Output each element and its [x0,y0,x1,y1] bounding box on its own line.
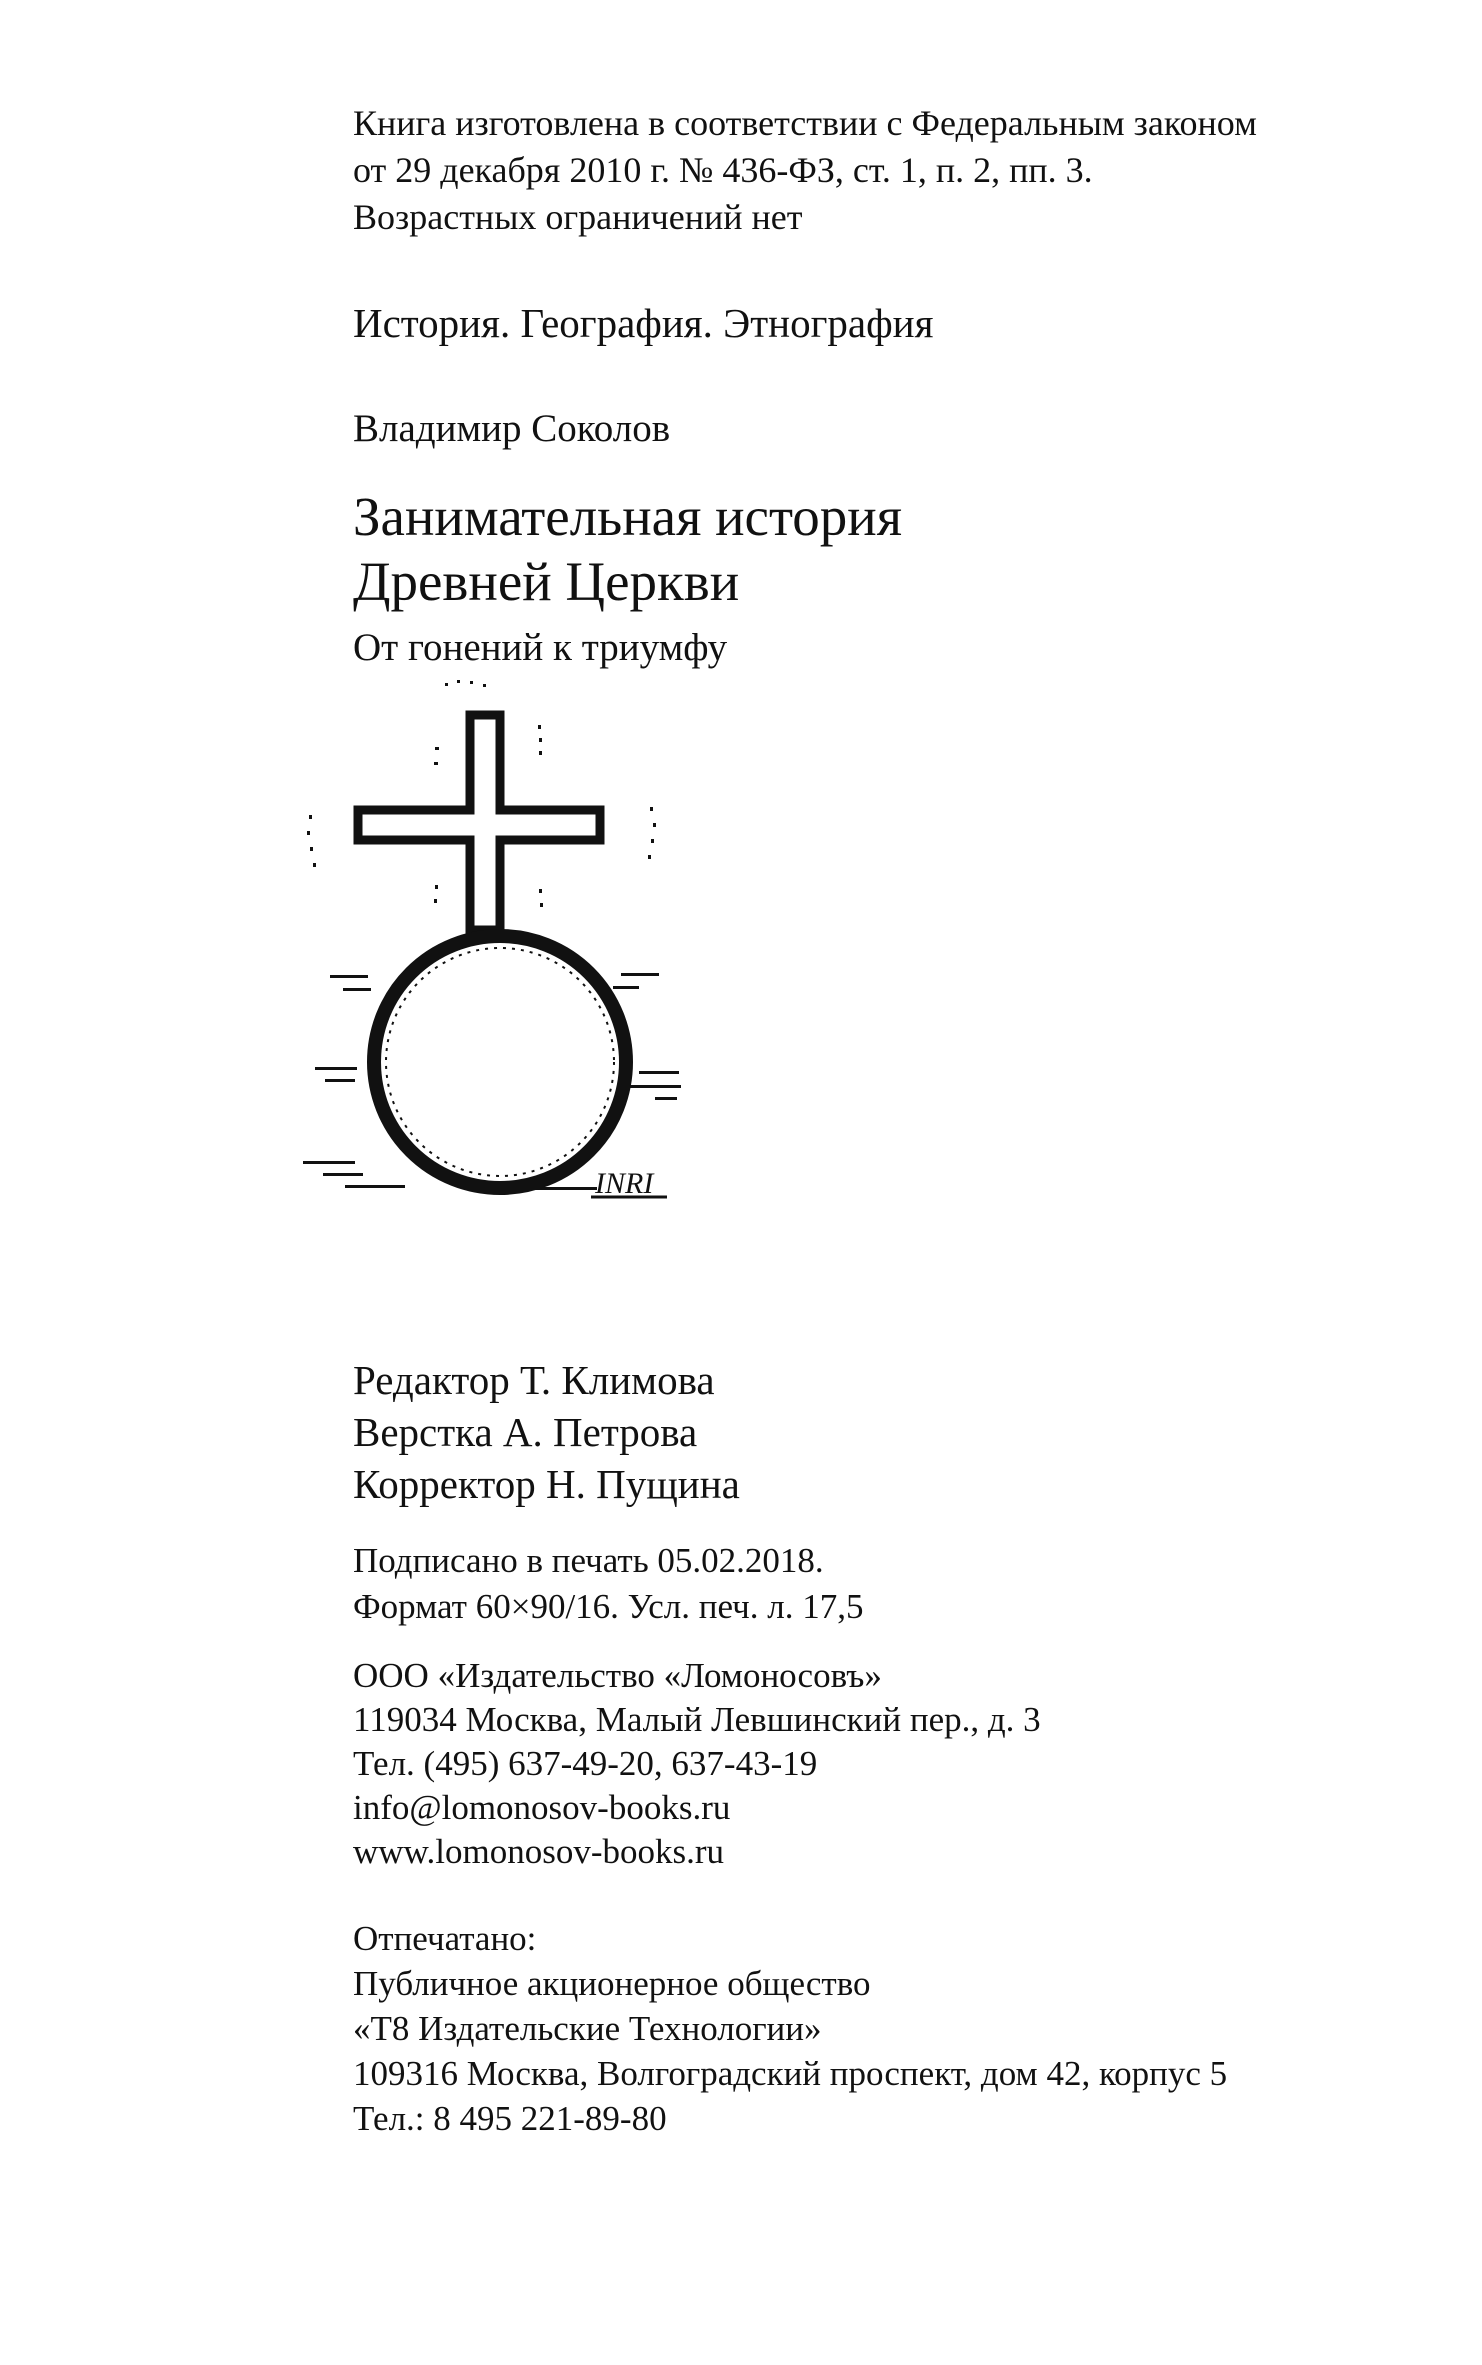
legal-line: Возрастных ограничений нет [353,197,803,237]
credit-editor: Редактор Т. Климова [353,1357,715,1403]
printer-info [353,1916,1227,2141]
print-info [353,1538,863,1630]
print-date: Подписано в печать 05.02.2018. [353,1541,824,1580]
publisher-phone: Тел. (495) 637-49-20, 637-43-19 [353,1744,818,1783]
legal-line: от 29 декабря 2010 г. № 436-ФЗ, ст. 1, п. 2, пп. 3. [353,150,1093,190]
publisher-name: ООО «Издательство «Ломоносовъ» [353,1656,882,1695]
printer-heading: Отпечатано: [353,1919,537,1958]
print-format: Формат 60×90/16. Усл. печ. л. 17,5 [353,1587,864,1626]
title-line-2: Древней Церкви [353,551,740,612]
category: История. География. Этнография [353,300,934,346]
publisher-address: 119034 Москва, Малый Левшинский пер., д. 3 [353,1700,1041,1739]
subtitle: От гонений к триумфу [353,626,728,669]
printer-address: 109316 Москва, Волгоградский проспект, дом 42, корпус 5 [353,2054,1228,2093]
printer-company-type: Публичное акционерное общество [353,1964,871,2003]
credit-proofreader: Корректор Н. Пущина [353,1461,740,1507]
credit-layout: Верстка А. Петрова [353,1409,698,1455]
inscription: INRI [595,1167,654,1200]
emblem [295,675,695,1245]
legal-line: Книга изготовлена в соответствии с Федеральным законом [353,103,1257,143]
legal-notice [353,100,1257,241]
printer-phone: Тел.: 8 495 221-89-80 [353,2099,667,2138]
author: Владимир Соколов [353,407,671,450]
book-title [353,484,902,614]
printer-company-name: «Т8 Издательские Технологии» [353,2009,822,2048]
publisher-info [353,1654,1041,1874]
title-line-1: Занимательная история [353,486,903,547]
publisher-email: info@lomonosov-books.ru [353,1788,731,1827]
cross-on-globe-icon [295,675,695,1245]
publisher-website: www.lomonosov-books.ru [353,1832,725,1871]
credits [353,1354,740,1510]
